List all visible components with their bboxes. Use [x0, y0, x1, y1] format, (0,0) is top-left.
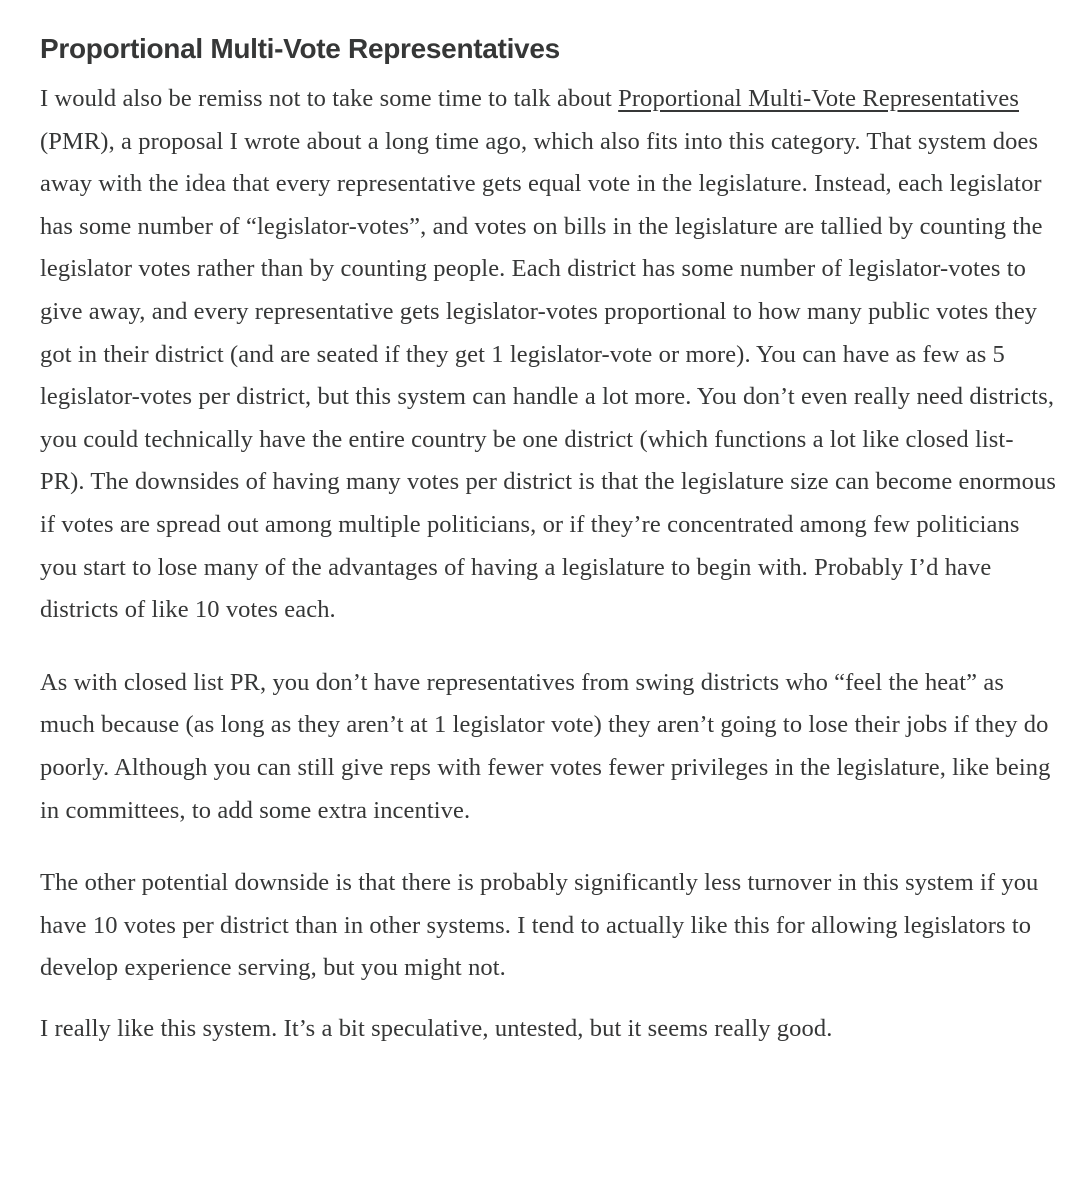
section-heading: Proportional Multi-Vote Representatives: [40, 33, 560, 64]
paragraph-text: I would also be remiss not to take some time to talk about: [40, 85, 619, 112]
paragraph-turnover-downside: The other potential downside is that there is probably significantly less turnover in this system if you have 10 votes per district than in other systems. I tend to actually like this for allowing legislators to develop experience serving, but you might not.: [40, 869, 1039, 982]
paragraph-text: (PMR), a proposal I wrote about a long time ago, which also fits into this category. That system does away with the idea that every representative gets equal vote in the legislature. Instead, each legislator has some number of “legislator-votes”, and votes on bills in the legislature are tallied by counting the legislator votes rather than by counting people. Each district has some number of legislator-votes to give away, and every representative gets legislator-votes proportional to how many public votes they got in their district (and are seated if they get 1 legislator-vote or more). You can have as few as 5 legislator-votes per district, but this system can handle a lot more. You don’t even really need districts, you could technically have the entire country be one district (which functions a lot like closed list-PR). The downsides of having many votes per district is that the legislature size can become enormous if votes are spread out among multiple politicians, or if they’re concentrated among few politicians you start to lose many of the advantages of having a legislature to begin with. Probably I’d have districts of like 10 votes each.: [40, 127, 1056, 624]
paragraph-pmr-intro: [40, 78, 1058, 632]
paragraph-closed-list-comparison: As with closed list PR, you don’t have representatives from swing districts who “feel the heat” as much because (as long as they aren’t at 1 legislator vote) they aren’t going to lose their jobs if they do poorly. Although you can still give reps with fewer votes fewer privileges in the legislature, like being in committees, to add some extra incentive.: [40, 668, 1051, 824]
article-body: [40, 28, 1058, 1050]
paragraph-conclusion: I really like this system. It’s a bit speculative, untested, but it seems really good.: [40, 1014, 833, 1042]
pmr-proposal-link[interactable]: Proportional Multi-Vote Representatives: [618, 85, 1019, 112]
